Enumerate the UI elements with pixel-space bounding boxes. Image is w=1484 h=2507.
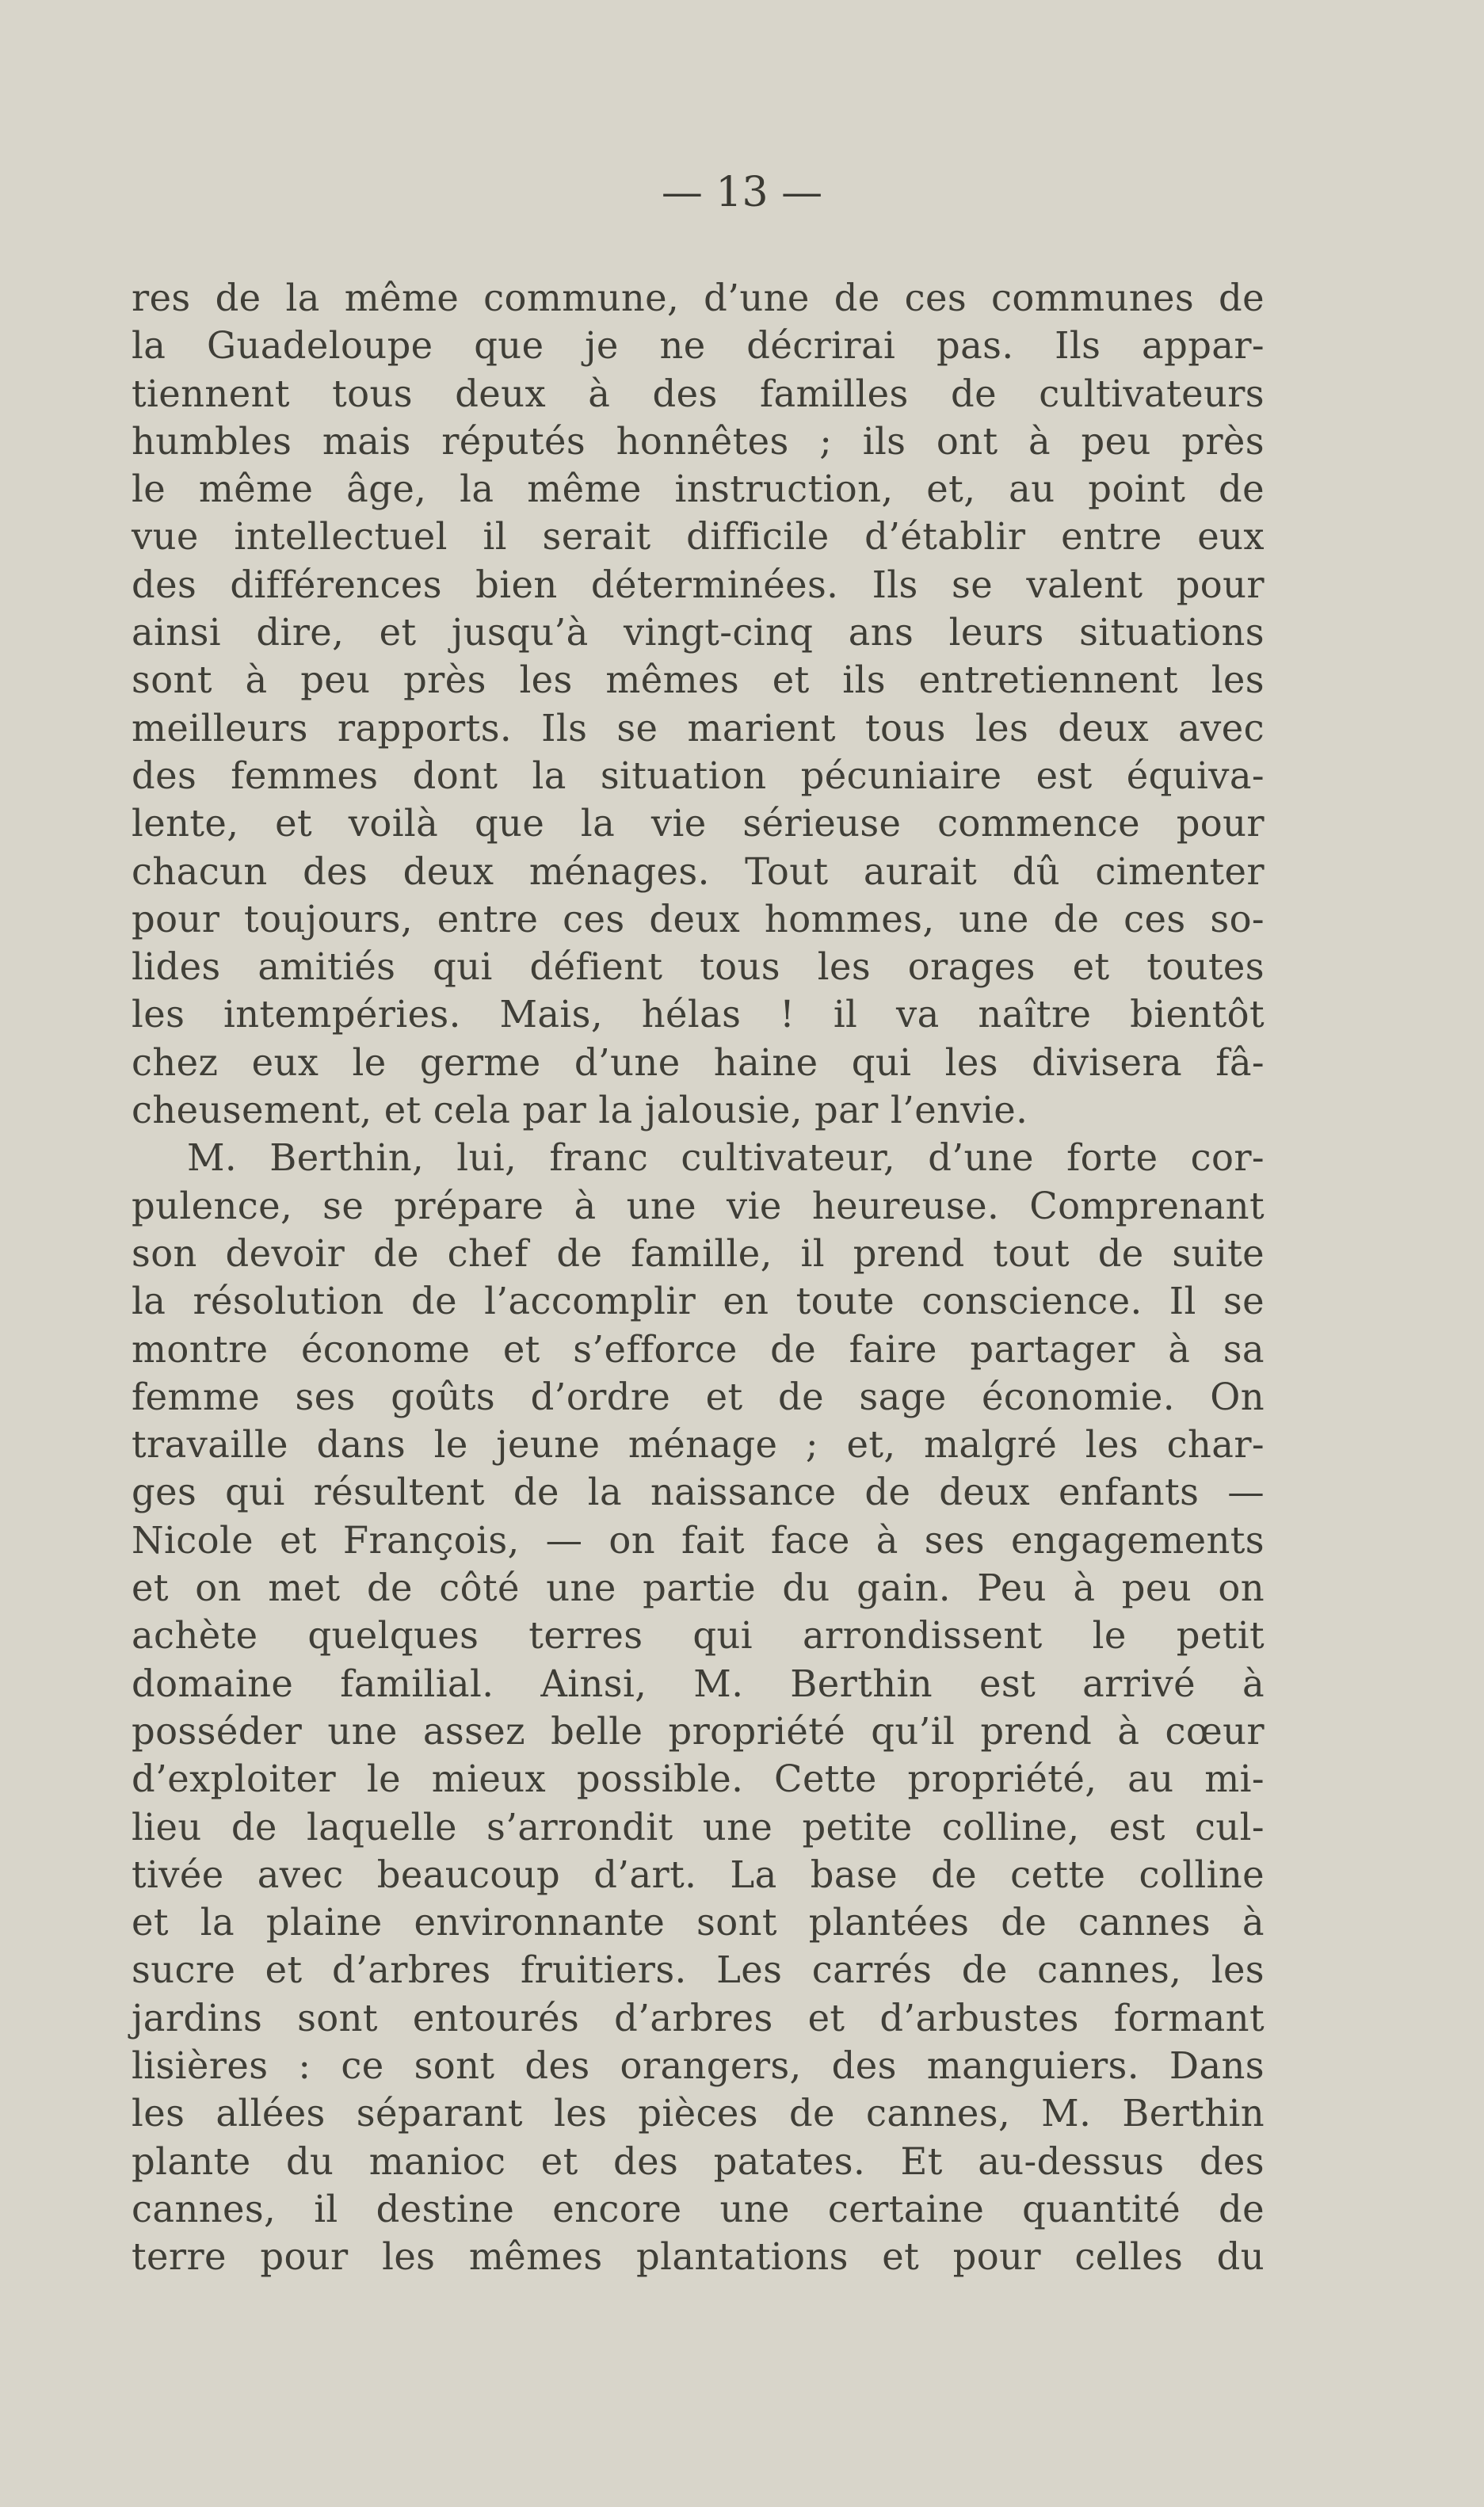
text-line: plante du manioc et des patates. Et au-dessus des (132, 2139, 1265, 2183)
text-line: humbles mais réputés honnêtes ; ils ont à peu près (132, 419, 1265, 463)
text-line: femme ses goûts d’ordre et de sage économie. On (132, 1375, 1265, 1418)
text-line: sucre et d’arbres fruitiers. Les carrés de cannes, les (132, 1948, 1265, 1992)
text-line: pulence, se prépare à une vie heureuse. Comprenant (132, 1184, 1265, 1227)
text-line: ainsi dire, et jusqu’à vingt-cinq ans leurs situations (132, 611, 1265, 654)
text-line: les intempéries. Mais, hélas ! il va naître bientôt (132, 993, 1265, 1036)
text-line: les allées séparant les pièces de cannes, M. Berthin (132, 2092, 1265, 2135)
text-line: le même âge, la même instruction, et, au point de (132, 467, 1265, 511)
text-line: des différences bien déterminées. Ils se valent pour (132, 563, 1265, 606)
text-line: la résolution de l’accomplir en toute conscience. Il se (132, 1280, 1265, 1323)
text-line: ges qui résultent de la naissance de deux enfants — (132, 1471, 1265, 1514)
text-line: vue intellectuel il serait difficile d’établir entre eux (132, 515, 1265, 559)
text-line: des femmes dont la situation pécuniaire est équiva- (132, 754, 1265, 797)
text-line: la Guadeloupe que je ne décrirai pas. Ils appar- (132, 324, 1265, 368)
text-line: cannes, il destine encore une certaine quantité de (132, 2187, 1265, 2230)
text-line: chez eux le germe d’une haine qui les divisera fâ- (132, 1040, 1265, 1084)
text-line: jardins sont entourés d’arbres et d’arbustes formant (132, 1996, 1265, 2040)
text-line: travaille dans le jeune ménage ; et, malgré les char- (132, 1423, 1265, 1467)
text-line: domaine familial. Ainsi, M. Berthin est arrivé à (132, 1662, 1265, 1705)
paragraph (132, 274, 1265, 1134)
page-number: — 13 — (661, 169, 823, 216)
text-line: et la plaine environnante sont plantées de cannes à (132, 1901, 1265, 1944)
body-text (132, 274, 1265, 2280)
text-line: meilleurs rapports. Ils se marient tous les deux avec (132, 706, 1265, 750)
text-line: sont à peu près les mêmes et ils entretiennent les (132, 658, 1265, 702)
text-line: pour toujours, entre ces deux hommes, une de ces so- (132, 897, 1265, 941)
text-line: res de la même commune, d’une de ces communes de (132, 277, 1265, 319)
text-line: et on met de côté une partie du gain. Peu à peu on (132, 1566, 1265, 1610)
text-line: lisières : ce sont des orangers, des manguiers. Dans (132, 2043, 1265, 2087)
text-line: chacun des deux ménages. Tout aurait dû cimenter (132, 849, 1265, 893)
text-line: terre pour les mêmes plantations et pour celles du (132, 2235, 1265, 2279)
text-line: cheusement, et cela par la jalousie, par l’envie. (132, 1089, 1028, 1132)
text-line: Nicole et François, — on fait face à ses engagements (132, 1518, 1265, 1562)
text-line: d’exploiter le mieux possible. Cette propriété, au mi- (132, 1757, 1265, 1801)
text-line: tiennent tous deux à des familles de cultivateurs (132, 372, 1265, 415)
text-line: M. Berthin, lui, franc cultivateur, d’une forte cor- (187, 1136, 1265, 1180)
text-line: lente, et voilà que la vie sérieuse commence pour (132, 802, 1265, 845)
text-line: tivée avec beaucoup d’art. La base de cette colline (132, 1853, 1265, 1896)
text-line: posséder une assez belle propriété qu’il prend à cœur (132, 1709, 1265, 1753)
text-line: achète quelques terres qui arrondissent le petit (132, 1614, 1265, 1658)
text-line: lieu de laquelle s’arrondit une petite colline, est cul- (132, 1805, 1265, 1849)
text-line: son devoir de chef de famille, il prend tout de suite (132, 1231, 1265, 1275)
text-line: lides amitiés qui défient tous les orages et toutes (132, 945, 1265, 989)
paragraph (132, 1134, 1265, 2280)
text-line: montre économe et s’efforce de faire partager à sa (132, 1327, 1265, 1371)
